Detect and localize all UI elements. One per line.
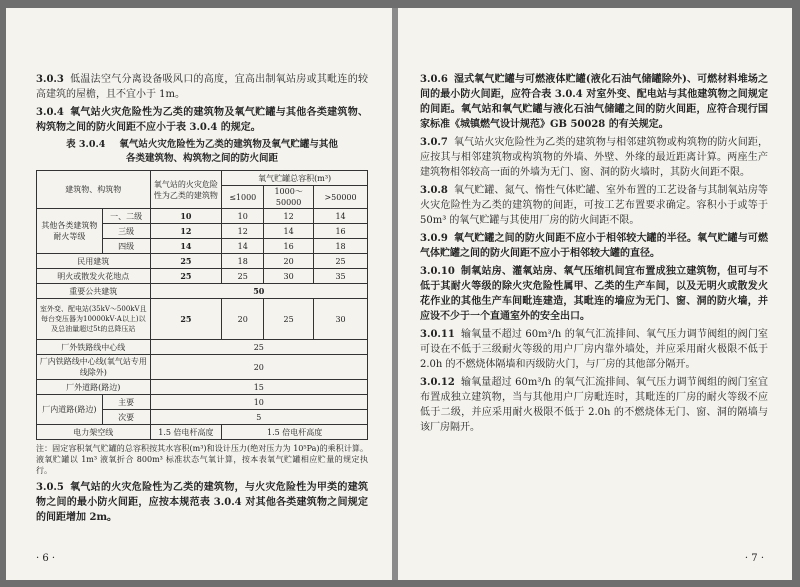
left-page — [6, 8, 392, 580]
cell: 20 — [264, 254, 314, 269]
clause-number: 3.0.11 — [420, 329, 455, 340]
row-label: 厂内铁路线中心线(氧气站专用线除外) — [37, 355, 151, 380]
header-tank-medium: 1000～50000 — [264, 186, 314, 209]
clause-3-0-8 — [420, 183, 768, 228]
cell: 16 — [264, 239, 314, 254]
cell: 10 — [222, 209, 264, 224]
table-row — [37, 209, 368, 224]
cell: 35 — [314, 269, 368, 284]
clause-3-0-10 — [420, 264, 768, 324]
page-number: · 7 · — [744, 553, 764, 564]
header-structure: 建筑物、构筑物 — [37, 171, 151, 209]
clause-text: 低温法空气分离设备吸风口的高度，宜高出制氧站房或其毗连的较高建筑的屋檐，且不宜小于 1m。 — [36, 74, 368, 100]
row-label: 厂外铁路线中心线 — [37, 340, 151, 355]
cell: 25 — [222, 269, 264, 284]
row-label: 主要 — [102, 395, 150, 410]
table-row — [37, 355, 368, 380]
table-caption — [36, 138, 368, 166]
cell: 16 — [314, 224, 368, 239]
cell: 10 — [150, 395, 367, 410]
cell: 50 — [150, 284, 367, 299]
header-station: 氧气站的火灾危险性为乙类的建筑物 — [150, 171, 222, 209]
clause-text: 氧气站的火灾危险性为乙类的建筑物，与火灾危险性为甲类的建筑物之间的最小防火间距，应按本规范表 3.0.4 对其他各类建筑物之间规定的间距增加 2m。 — [36, 482, 368, 523]
table-number: 表 3.0.4 — [66, 139, 106, 150]
clause-text: 氧气站火灾危险性为乙类的建筑物与相邻建筑物或构筑物的防火间距，应按其与相邻建筑物或构筑物的外墙、外壁、外缘的最近距离计算。两座生产建筑物相邻较高一面的外墙为无门、窗、洞的防火墙时，其防火间距不限。 — [420, 137, 768, 178]
clause-number: 3.0.5 — [36, 482, 64, 493]
cell: 5 — [150, 410, 367, 425]
clause-text: 输氧量超过 60m³/h 的氧气汇流排间、氧气压力调节阀组的阀门室宜布置成独立建筑物，当与其他用户厂房毗连时，其毗连的厂房的耐火等级不应低于二级，并应采用耐火极限不低于 2.0h 的不燃烧体无门、窗、洞的隔墙与该厂房隔开。 — [420, 377, 768, 433]
clause-3-0-5 — [36, 480, 368, 525]
clause-text: 制氧站房、灌氧站房、氧气压缩机间宜布置成独立建筑物，但可与不低于其耐火等级的除火灾危险性属甲、乙类的生产车间，以及无明火或散发火花作业的其他生产车间毗连建造，其毗连的墙应为无门、窗、洞的防火墙，并应设不少于一个直通室外的安全出口。 — [420, 266, 768, 322]
table-header-row — [37, 171, 368, 186]
row-label: 室外变、配电站(35kV～500kV且每台变压器为10000kV·A以上)以及总油量超过5t的总降压站 — [37, 299, 151, 340]
cell: 25 — [264, 299, 314, 340]
table-row — [37, 395, 368, 410]
clause-number: 3.0.7 — [420, 137, 448, 148]
row-label: 次要 — [102, 410, 150, 425]
clause-number: 3.0.9 — [420, 233, 448, 244]
cell: 25 — [150, 254, 222, 269]
clause-text: 氧气贮罐、氮气、惰性气体贮罐、室外布置的工艺设备与其制氧站房等火灾危险性为乙类的建筑物的间距，可按工艺布置要求确定。容积小于或等于 50m³ 的氧气贮罐与其使用厂房的防火间距不限。 — [420, 185, 768, 226]
row-label: 电力架空线 — [37, 425, 151, 440]
clause-3-0-3 — [36, 72, 368, 102]
clause-3-0-6 — [420, 72, 768, 132]
cell: 25 — [150, 340, 367, 355]
cell: 14 — [150, 239, 222, 254]
cell: 30 — [264, 269, 314, 284]
row-label: 厂内道路(路边) — [37, 395, 103, 425]
cell: 12 — [264, 209, 314, 224]
cell: 25 — [150, 299, 222, 340]
clause-text: 湿式氧气贮罐与可燃液体贮罐(液化石油气储罐除外)、可燃材料堆场之间的最小防火间距，应符合表 3.0.4 对室外变、配电站与其他建筑物之间规定的间距。氧气站和氧气贮罐与液化石油气储罐之间的防火间距，应符合现行国家标准《城镇燃气设计规范》GB 50028 的有关规定。 — [420, 74, 768, 130]
cell: 30 — [314, 299, 368, 340]
cell: 25 — [314, 254, 368, 269]
left-page-content — [36, 72, 368, 528]
clause-text: 氧气站火灾危险性为乙类的建筑物及氧气贮罐与其他各类建筑物、构筑物之间的防火间距不应小于表 3.0.4 的规定。 — [36, 107, 368, 133]
page-number: · 6 · — [36, 553, 56, 564]
row-label: 四级 — [102, 239, 150, 254]
row-label: 厂外道路(路边) — [37, 380, 151, 395]
clause-number: 3.0.10 — [420, 266, 455, 277]
clause-number: 3.0.6 — [420, 74, 448, 85]
clause-text: 氧气贮罐之间的防火间距不应小于相邻较大罐的半径。氧气贮罐与可燃气体贮罐之间的防火间距不应小于相邻较大罐的直径。 — [420, 233, 768, 259]
clause-number: 3.0.12 — [420, 377, 455, 388]
cell: 15 — [150, 380, 367, 395]
fire-distance-table — [36, 170, 368, 440]
cell: 25 — [150, 269, 222, 284]
clause-number: 3.0.8 — [420, 185, 448, 196]
header-tank-small: ≤1000 — [222, 186, 264, 209]
cell: 20 — [150, 355, 367, 380]
cell: 18 — [222, 254, 264, 269]
table-row — [37, 380, 368, 395]
cell: 12 — [150, 224, 222, 239]
row-label: 重要公共建筑 — [37, 284, 151, 299]
row-label: 一、二级 — [102, 209, 150, 224]
row-label: 明火或散发火花地点 — [37, 269, 151, 284]
clause-number: 3.0.4 — [36, 107, 64, 118]
row-label: 三级 — [102, 224, 150, 239]
cell: 12 — [222, 224, 264, 239]
cell: 14 — [264, 224, 314, 239]
header-tank-large: >50000 — [314, 186, 368, 209]
clause-3-0-7 — [420, 135, 768, 180]
table-note: 注：固定容积氧气贮罐的总容积按其水容积(m³)和设计压力(绝对压力为 10⁵Pa)的乘积计算。液氧贮罐以 1m³ 液氧折合 800m³ 标准状态气氧计算，按本表氧气贮罐相应贮量的规定执行。 — [36, 444, 368, 475]
table-row — [37, 425, 368, 440]
clause-number: 3.0.3 — [36, 74, 64, 85]
header-tank-volume: 氧气贮罐总容积(m³) — [222, 171, 368, 186]
table-row — [37, 284, 368, 299]
cell: 10 — [150, 209, 222, 224]
right-page-content — [420, 72, 768, 438]
table-row — [37, 269, 368, 284]
table-title-line1: 氧气站火灾危险性为乙类的建筑物及氧气贮罐与其他 — [119, 139, 338, 150]
table-row — [37, 254, 368, 269]
clause-3-0-11 — [420, 327, 768, 372]
table-row — [37, 299, 368, 340]
row-label: 民用建筑 — [37, 254, 151, 269]
clause-text: 输氧量不超过 60m³/h 的氧气汇流排间、氧气压力调节阀组的阀门室可设在不低于三级耐火等级的用户厂房内靠外墙处，并应采用耐火极限不低于 2.0h 的不燃烧体隔墙和丙级防火门，与厂房的其他部分隔开。 — [420, 329, 768, 370]
cell: 18 — [314, 239, 368, 254]
fire-rating-label: 其他各类建筑物耐火等级 — [37, 209, 103, 254]
cell: 20 — [222, 299, 264, 340]
clause-3-0-9 — [420, 231, 768, 261]
table-row — [37, 340, 368, 355]
cell: 14 — [314, 209, 368, 224]
right-page — [398, 8, 792, 580]
clause-3-0-12 — [420, 375, 768, 435]
cell: 14 — [222, 239, 264, 254]
table-title-line2: 各类建筑物、构筑物之间的防火间距 — [125, 153, 278, 164]
cell: 1.5 倍电杆高度 — [222, 425, 368, 440]
clause-3-0-4 — [36, 105, 368, 135]
cell: 1.5 倍电杆高度 — [150, 425, 222, 440]
